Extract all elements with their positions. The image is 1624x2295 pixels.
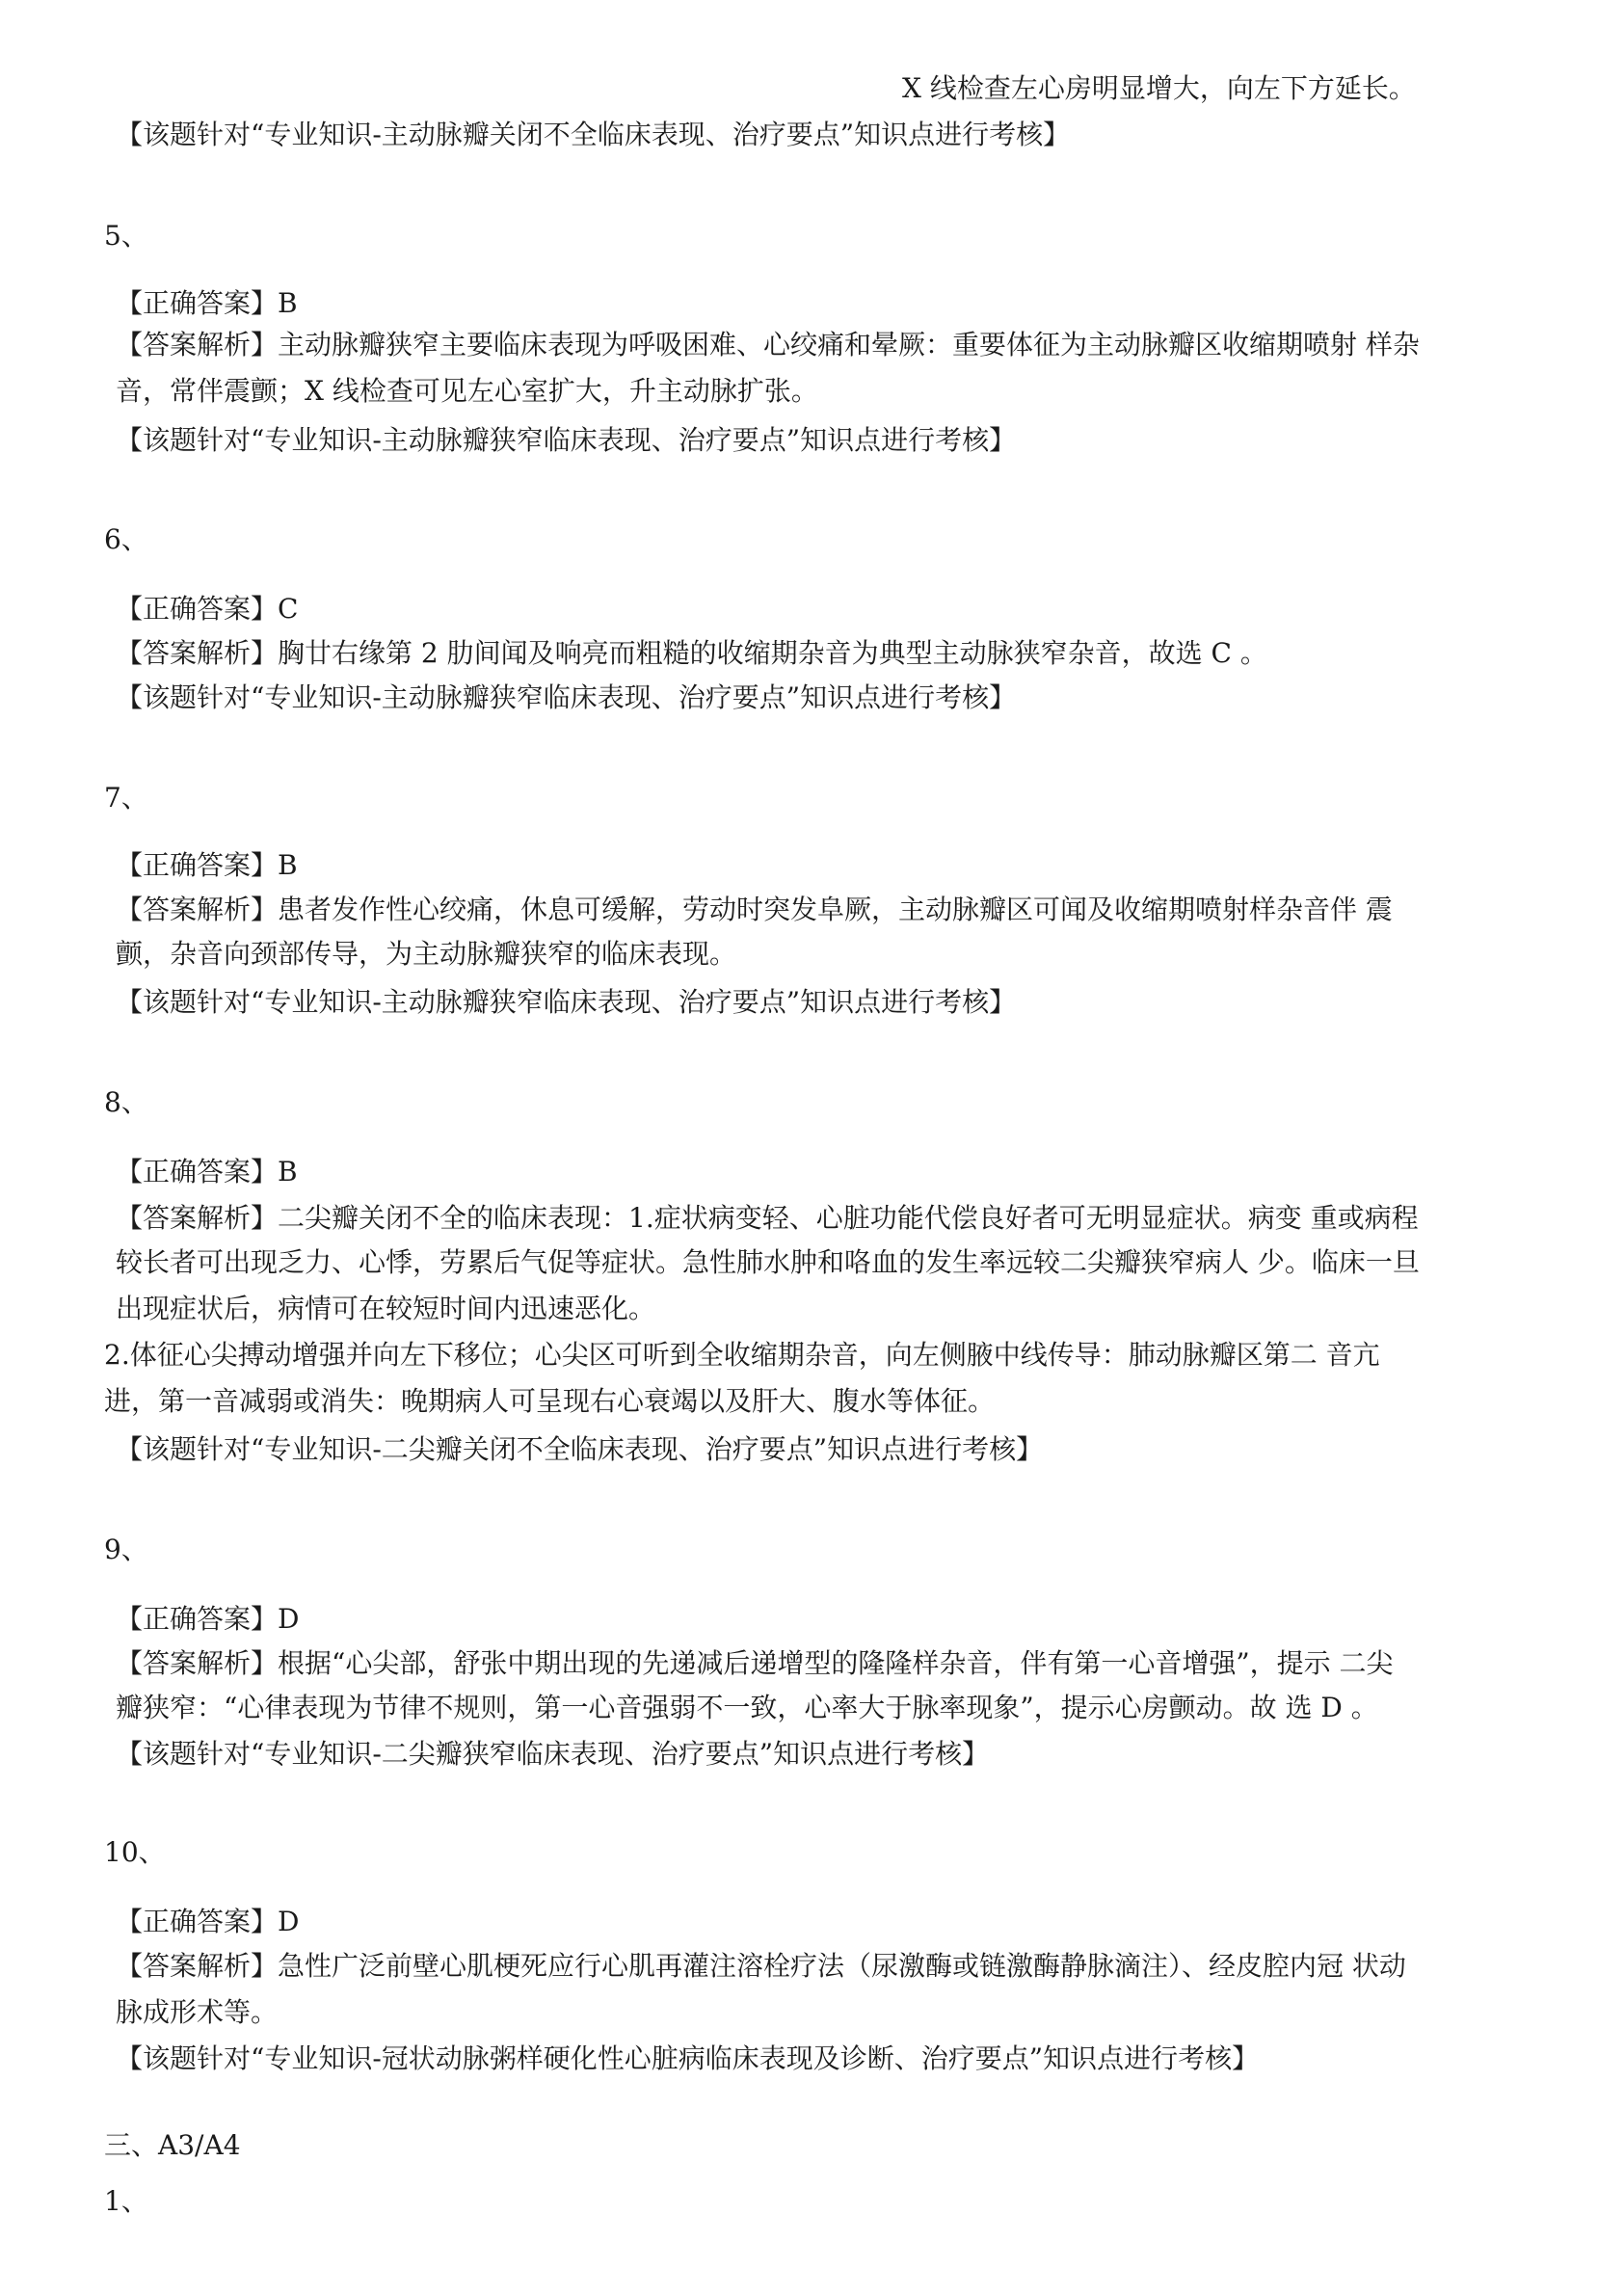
correct-answer: 【正确答案】D [116, 1906, 300, 1937]
answer-analysis: 颤，杂音向颈部传导，为主动脉瓣狭窄的临床表现。 [116, 938, 737, 970]
knowledge-note: 【该题针对“专业知识-主动脉瓣狭窄临床表现、治疗要点”知识点进行考核】 [116, 986, 1017, 1018]
question-number: 9、 [104, 1534, 148, 1565]
correct-answer: 【正确答案】D [116, 1603, 300, 1635]
correct-answer: 【正确答案】B [116, 1156, 298, 1188]
knowledge-note: 【该题针对“专业知识-二尖瓣关闭不全临床表现、治疗要点”知识点进行考核】 [116, 1433, 1044, 1465]
answer-analysis: 较长者可出现乏力、心悸，劳累后气促等症状。急性肺水肿和咯血的发生率远较二尖瓣狭窄病人 少。临床一旦 [116, 1246, 1420, 1278]
answer-analysis: 进，第一音减弱或消失：晚期病人可呈现右心衰竭以及肝大、腹水等体征。 [104, 1385, 996, 1417]
section-heading: 三、A3/A4 [104, 2129, 241, 2161]
correct-answer: 【正确答案】B [116, 287, 298, 319]
question-number: 8、 [104, 1086, 148, 1118]
answer-analysis: 出现症状后，病情可在较短时间内迅速恶化。 [116, 1293, 656, 1324]
question-number: 7、 [104, 782, 148, 814]
knowledge-note: 【该题针对“专业知识-冠状动脉粥样硬化性心脏病临床表现及诊断、治疗要点”知识点进行考核】 [116, 2042, 1260, 2074]
question-number: 5、 [104, 220, 148, 252]
question-number: 1、 [104, 2185, 148, 2217]
question-number: 10、 [104, 1836, 166, 1868]
top-fragment: X 线检查左心房明显增大，向左下方延长。 [902, 72, 1416, 104]
knowledge-note: 【该题针对“专业知识-主动脉瓣狭窄临床表现、治疗要点”知识点进行考核】 [116, 424, 1017, 456]
answer-analysis: 【答案解析】急性广泛前壁心肌梗死应行心肌再灌注溶栓疗法（尿激酶或链激酶静脉滴注）、经皮腔内冠 状动 [116, 1950, 1406, 1982]
answer-analysis: 【答案解析】二尖瓣关闭不全的临床表现：1.症状病变轻、心脏功能代偿良好者可无明显症状。病变 重或病程 [116, 1202, 1419, 1234]
knowledge-note: 【该题针对“专业知识-二尖瓣狭窄临床表现、治疗要点”知识点进行考核】 [116, 1738, 990, 1770]
answer-analysis: 【答案解析】胸廿右缘第 2 肋间闻及响亮而粗糙的收缩期杂音为典型主动脉狭窄杂音，故选 C 。 [116, 637, 1267, 669]
answer-analysis: 【答案解析】主动脉瓣狭窄主要临床表现为呼吸困难、心绞痛和晕厥：重要体征为主动脉瓣区收缩期喷射 样杂 [116, 329, 1420, 360]
answer-analysis: 音，常伴震颤；X 线检查可见左心室扩大，升主动脉扩张。 [116, 375, 818, 407]
correct-answer: 【正确答案】C [116, 593, 299, 625]
knowledge-note: 【该题针对“专业知识-主动脉瓣狭窄临床表现、治疗要点”知识点进行考核】 [116, 681, 1017, 713]
answer-analysis: 瓣狭窄：“心律表现为节律不规则，第一心音强弱不一致，心率大于脉率现象”，提示心房颤动。故 选 D 。 [116, 1692, 1378, 1723]
answer-analysis: 【答案解析】根据“心尖部，舒张中期出现的先递减后递增型的隆隆样杂音，伴有第一心音增强”，提示 二尖 [116, 1647, 1394, 1679]
knowledge-note: 【该题针对“专业知识-主动脉瓣关闭不全临床表现、治疗要点”知识点进行考核】 [116, 119, 1071, 150]
question-number: 6、 [104, 523, 148, 555]
answer-analysis: 【答案解析】患者发作性心绞痛，休息可缓解，劳动时突发阜厥，主动脉瓣区可闻及收缩期喷射样杂音伴 震 [116, 894, 1393, 925]
correct-answer: 【正确答案】B [116, 849, 298, 881]
answer-analysis: 脉成形术等。 [116, 1996, 279, 2028]
answer-analysis: 2.体征心尖搏动增强并向左下移位；心尖区可听到全收缩期杂音，向左侧腋中线传导：肺动脉瓣区第二 音亢 [104, 1339, 1380, 1371]
